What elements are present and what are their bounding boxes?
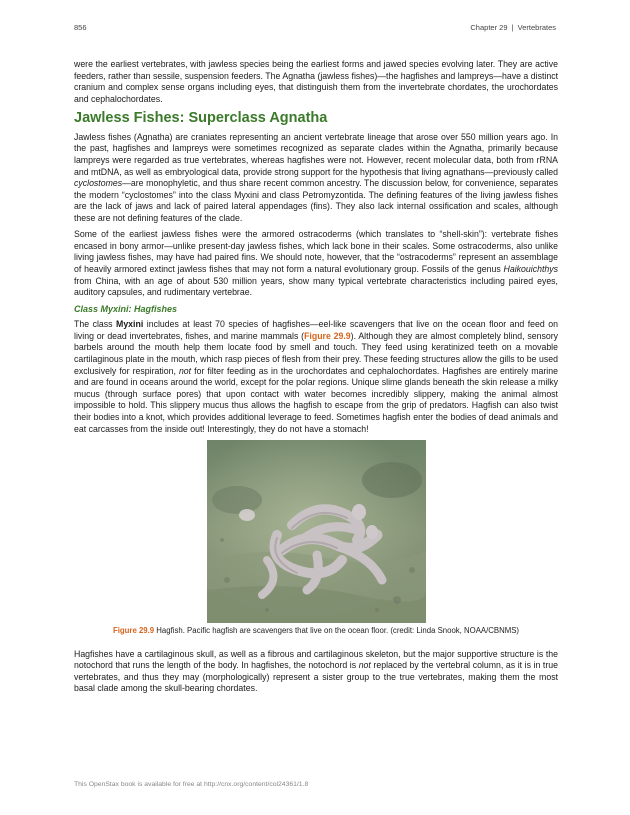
figure-caption-text: Hagfish. Pacific hagfish are scavengers that live on the ocean floor. (credit: Linda Snook, NOAA/CBNMS): [154, 625, 520, 635]
text-run: —are monophyletic, and thus share recent common ancestry. The discussion below, for convenience, separates the modern “cyclostomes” into the class Myxini and class Petromyzontida. The defining features of the living jawless fishes are the lack of jaws and lack of paired lateral appendages (fins). They also lack internal ossification and scales, although these are not defining features of the clade.: [74, 178, 558, 224]
page-header: [74, 23, 556, 35]
text-run: Jawless fishes (Agnatha) are craniates representing an ancient vertebrate lineage that arose over 550 million years ago. In the past, hagfishes and lampreys were sometimes recognized as separate clades within the Agnatha, primarily because lampreys were regarded as true vertebrates, whereas hagfishes were not. However, recent molecular data, both from rRNA and mtDNA, as well as embryological data, provide strong support for the hypothesis that living agnathans—previously called: [74, 131, 558, 177]
chapter-label: Chapter 29: [470, 23, 508, 32]
agnatha-paragraph: [74, 132, 558, 225]
intro-paragraph: were the earliest vertebrates, with jawless species being the earliest forms and jawed species evolving later. They are active feeders, rather than sessile, suspension feeders. The Agnatha (jawless fishes)—the hagfishes and lampreys—have a distinct cranium and complex sense organs including eyes, that distinguish them from the invertebrate chordates, the urochordates and cephalochordates.: [74, 59, 558, 104]
running-head: [470, 23, 556, 32]
hagfish-photo: [207, 440, 426, 623]
emphasis-not: not: [178, 365, 192, 376]
text-run: ). Although they are almost completely blind, sensory barbels around the mouth help them locate food by smell and touch. They feed using keratinized teeth on a movable cartilaginous plate in the mouth, which rasp pieces of flesh from their prey. These feeding structures allow the gills to be used exclusively for respiration,: [74, 330, 558, 376]
text-run: for filter feeding as in the urochordates and cephalochordates. Hagfishes are entirely marine and are found in oceans around the world, except for the polar regions. Unique slime glands beneath the skin release a milky mucus (through surface pores) that upon contact with water becomes incredibly slippery, making the animal almost impossible to hold. This slippery mucus thus allows the hagfish to escape from the grip of predators. Hagfish can also twist their bodies into a knot, which provides additional leverage to feed. Sometimes hagfish enter the bodies of dead animals and eat carcasses from the inside out! Interestingly, they do not have a stomach!: [74, 365, 558, 434]
hagfish-skeleton-paragraph: [74, 649, 558, 695]
page-number: 856: [74, 23, 87, 32]
figure-caption: [74, 626, 558, 636]
myxini-paragraph: [74, 319, 558, 435]
text-run: The class: [74, 319, 117, 330]
text-run: replaced by the vertebral column, as it is in true vertebrates, and thus they may (morphologically) represent a sister group to the true vertebrates, making them the most basal clade among the skull-bearing chordates.: [74, 660, 558, 694]
section-title: Jawless Fishes: Superclass Agnatha: [74, 109, 328, 126]
term-cyclostomes: cyclostomes: [74, 178, 123, 189]
term-myxini: Myxini: [116, 319, 144, 330]
genus-name: Haikouichthys: [503, 263, 558, 274]
text-run: Some of the earliest jawless fishes were the armored ostracoderms (which translates to “shell-skin”): vertebrate fishes encased in bony armor—unlike present-day jawless fishes, which lack bone in their scales. Some ostracoderms, also unlike living jawless fishes, may have had paired fins. We should note, however, that the “ostracoderms” represent an assemblage of heavily armored extinct jawless fishes that may not form a natural evolutionary group. Fossils of the genus: [74, 229, 558, 274]
text-run: includes at least 70 species of hagfishes—eel-like scavengers that live on the ocean floor and feed on living or dead invertebrates, fishes, and marine mammals (: [74, 319, 558, 341]
text-run: from China, with an age of about 530 million years, show many typical vertebrate characteristics including paired eyes, auditory capsules, and rudimentary vertebrae.: [74, 275, 558, 298]
hagfish-photo-illustration: [207, 440, 426, 623]
subsection-title: Class Myxini: Hagfishes: [74, 304, 178, 315]
figure-reference-link[interactable]: Figure 29.9: [304, 330, 351, 341]
text-run: Hagfishes have a cartilaginous skull, as well as a fibrous and cartilaginous skeleton, but the major supportive structure is the notochord that runs the length of the body. In hagfishes, the notochord is: [74, 648, 558, 671]
page-footer: This OpenStax book is available for free at http://cnx.org/content/col24361/1.8: [74, 781, 309, 788]
ostracoderm-paragraph: [74, 229, 558, 299]
chapter-title: Vertebrates: [517, 23, 556, 32]
header-separator: |: [511, 23, 514, 32]
figure-label: Figure 29.9: [112, 625, 155, 635]
emphasis-not: not: [358, 660, 371, 671]
page-content: [74, 59, 558, 700]
